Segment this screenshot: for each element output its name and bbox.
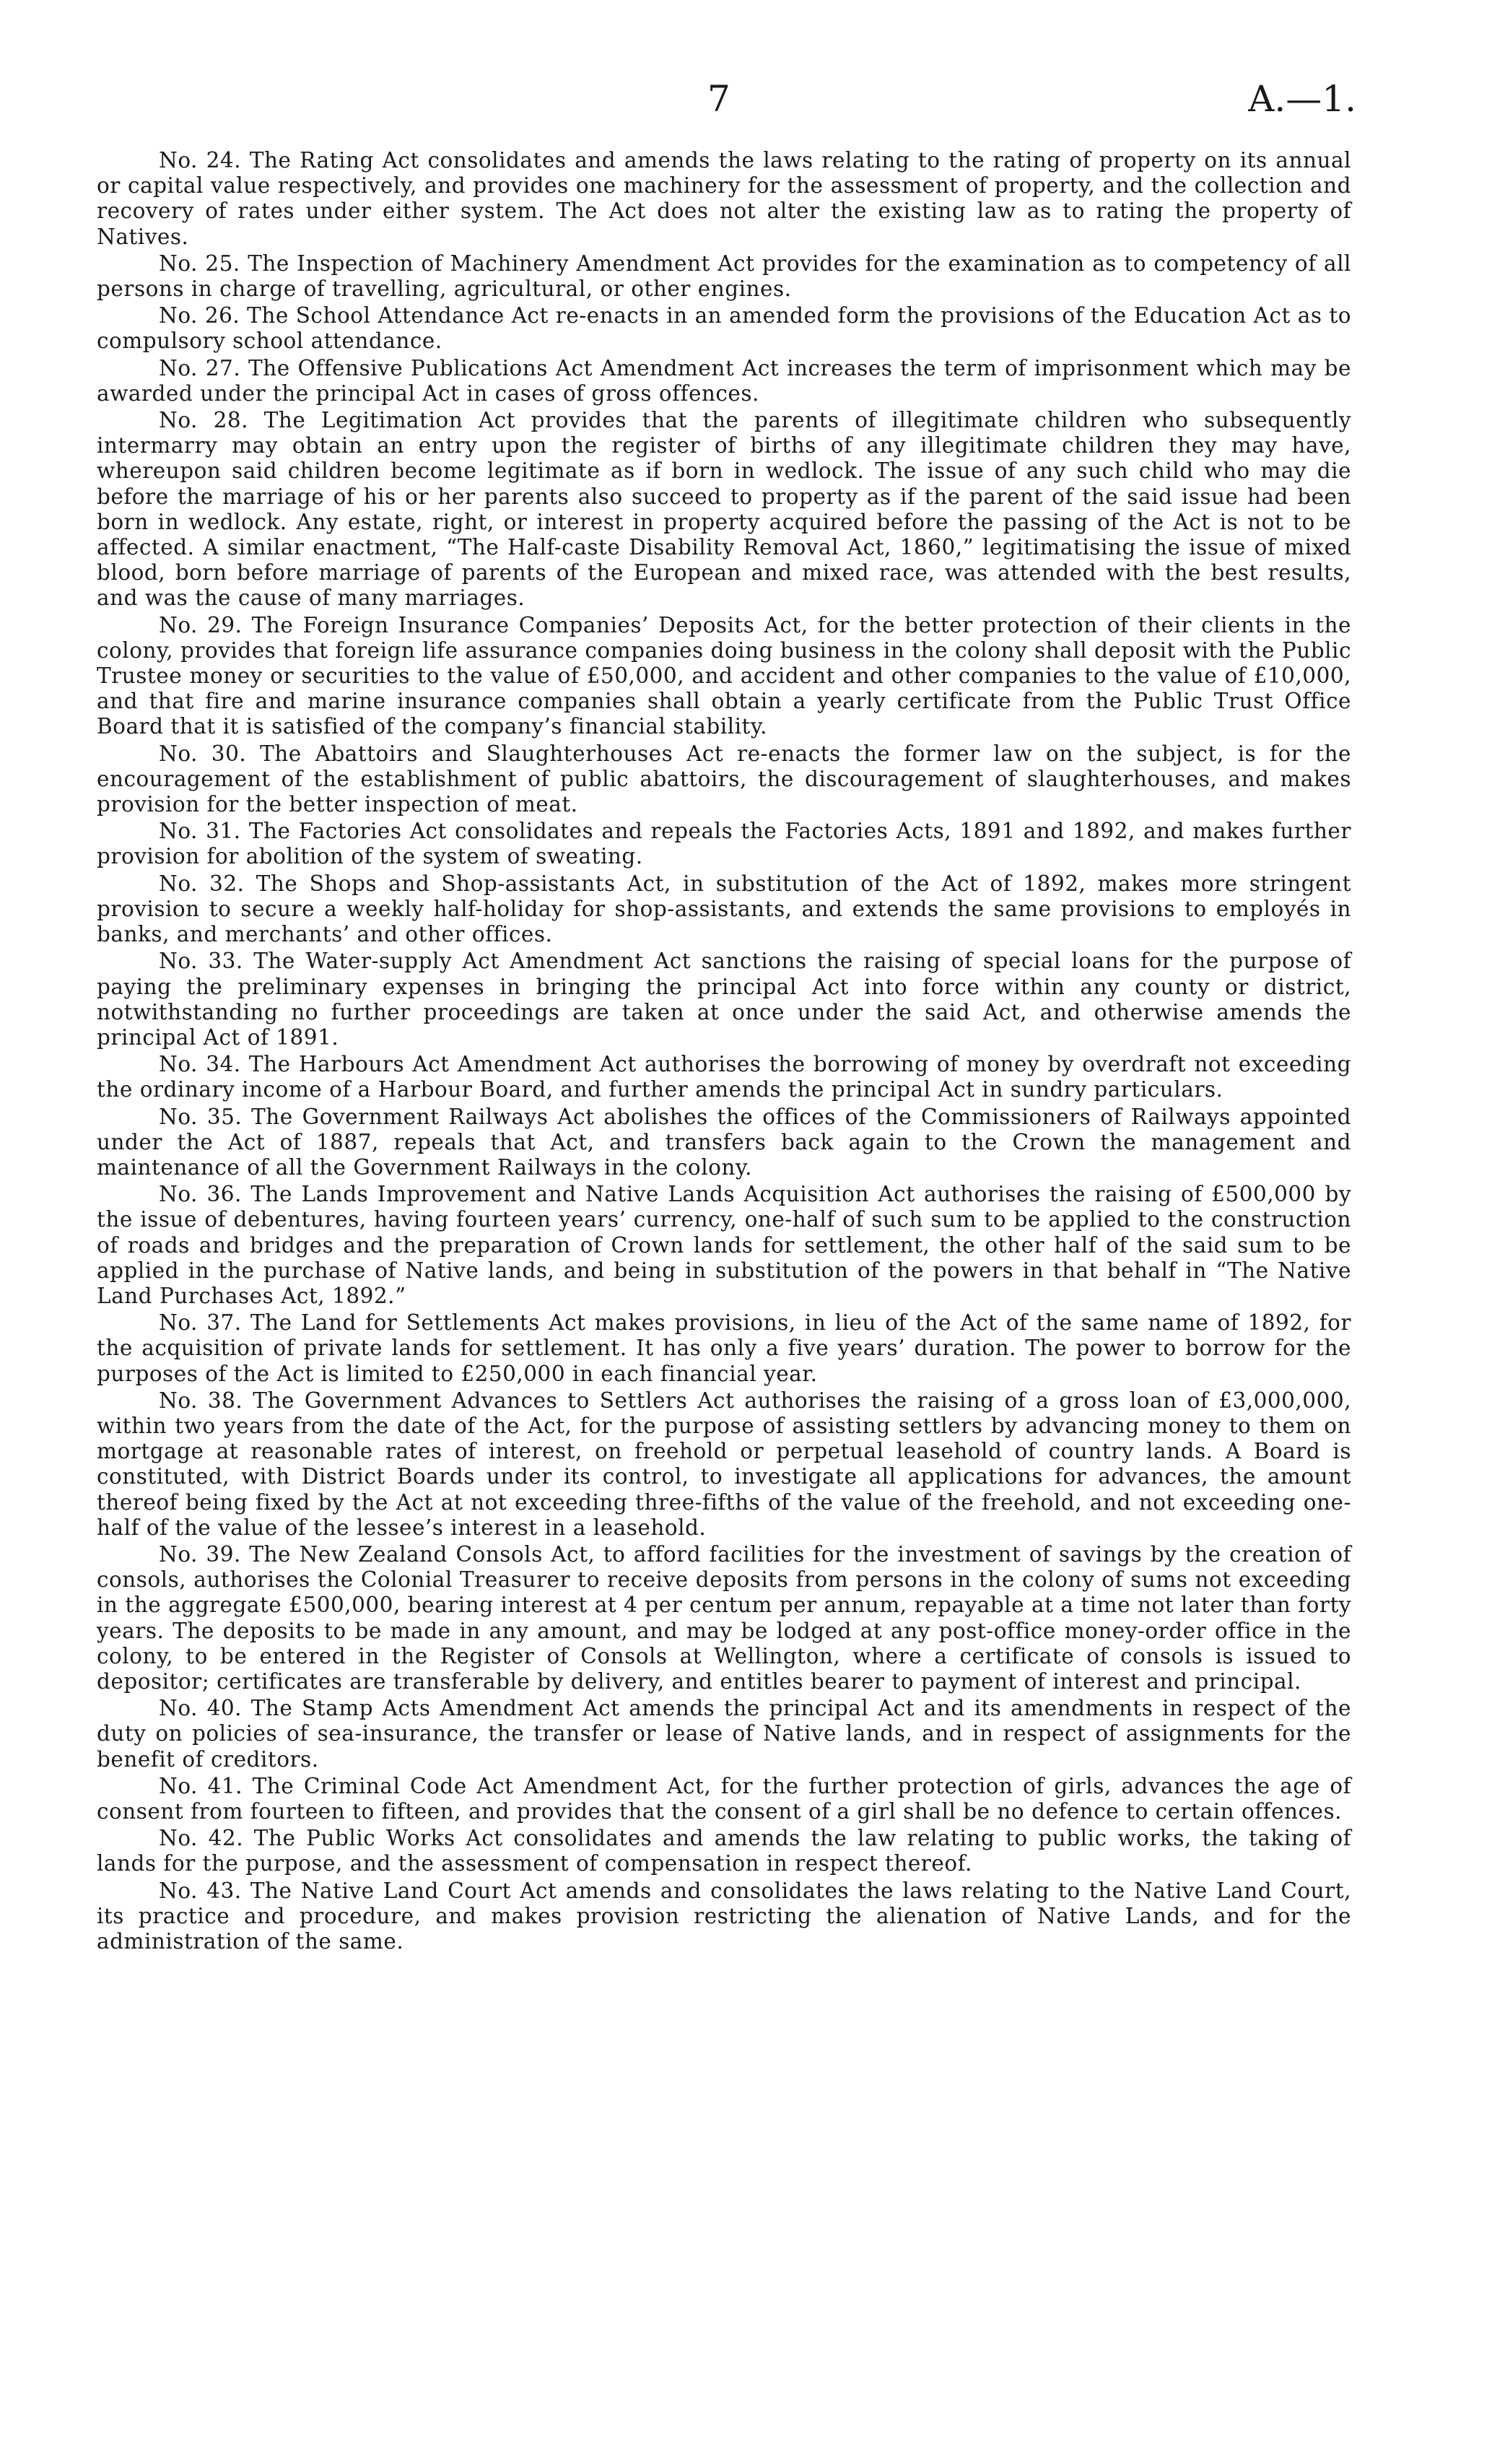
- paragraph-act-27: No. 27. The Offensive Publications Act Amendment Act increases the term of imprisonment which may be awarded under the principal Act in cases of gross offences.: [97, 355, 1351, 406]
- paragraph-act-37: No. 37. The Land for Settlements Act makes provisions, in lieu of the Act of the same name of 1892, for the acquisition of private lands for settlement. It has only a five years’ duration. The power to borrow for the purposes of the Act is limited to £250,000 in each financial year.: [97, 1310, 1351, 1386]
- document-body: [97, 148, 1351, 1956]
- paragraph-act-39: No. 39. The New Zealand Consols Act, to afford facilities for the investment of savings by the creation of consols, authorises the Colonial Treasurer to receive deposits from persons in the colony of sums not exceeding in the aggregate £500,000, bearing interest at 4 per centum per annum, repayable at a time not later than forty years. The deposits to be made in any amount, and may be lodged at any post-office money-order office in the colony, to be entered in the Register of Consols at Wellington, where a certificate of consols is issued to depositor; certificates are transferable by delivery, and entitles bearer to payment of interest and principal.: [97, 1541, 1351, 1694]
- paragraph-act-32: No. 32. The Shops and Shop-assistants Act, in substitution of the Act of 1892, makes more stringent provision to secure a weekly half-holiday for shop-assistants, and extends the same provisions to employés in banks, and merchants’ and other offices.: [97, 871, 1351, 947]
- paragraph-act-38: No. 38. The Government Advances to Settlers Act authorises the raising of a gross loan of £3,000,000, within two years from the date of the Act, for the purpose of assisting settlers by advancing money to them on mortgage at reasonable rates of interest, on freehold or perpetual leasehold of country lands. A Board is constituted, with District Boards under its control, to investigate all applications for advances, the amount thereof being fixed by the Act at not exceeding three-fifths of the value of the freehold, and not exceeding one-half of the value of the lessee’s interest in a leasehold.: [97, 1388, 1351, 1540]
- page-number: 7: [707, 78, 730, 120]
- paragraph-act-34: No. 34. The Harbours Act Amendment Act authorises the borrowing of money by overdraft not exceeding the ordinary income of a Harbour Board, and further amends the principal Act in sundry particulars.: [97, 1052, 1351, 1102]
- paragraph-act-28: No. 28. The Legitimation Act provides that the parents of illegitimate children who subsequently intermarry may obtain an entry upon the register of births of any illegitimate children they may have, whereupon said children become legitimate as if born in wedlock. The issue of any such child who may die before the marriage of his or her parents also succeed to property as if the parent of the said issue had been born in wedlock. Any estate, right, or interest in property acquired before the passing of the Act is not to be affected. A similar enactment, “The Half-caste Disability Removal Act, 1860,” legitimatising the issue of mixed blood, born before marriage of parents of the European and mixed race, was attended with the best results, and was the cause of many marriages.: [97, 408, 1351, 611]
- paragraph-act-25: No. 25. The Inspection of Machinery Amendment Act provides for the examination as to competency of all persons in charge of travelling, agricultural, or other engines.: [97, 251, 1351, 302]
- paragraph-act-24: No. 24. The Rating Act consolidates and amends the laws relating to the rating of property on its annual or capital value respectively, and provides one machinery for the assessment of property, and the collection and recovery of rates under either system. The Act does not alter the existing law as to rating the property of Natives.: [97, 148, 1351, 249]
- paragraph-act-43: No. 43. The Native Land Court Act amends and consolidates the laws relating to the Native Land Court, its practice and procedure, and makes provision restricting the alienation of Native Lands, and for the administration of the same.: [97, 1878, 1351, 1954]
- paragraph-act-41: No. 41. The Criminal Code Act Amendment Act, for the further protection of girls, advances the age of consent from fourteen to fifteen, and provides that the consent of a girl shall be no defence to certain offences.: [97, 1773, 1351, 1824]
- paragraph-act-33: No. 33. The Water-supply Act Amendment Act sanctions the raising of special loans for the purpose of paying the preliminary expenses in bringing the principal Act into force within any county or district, notwithstanding no further proceedings are taken at once under the said Act, and otherwise amends the principal Act of 1891.: [97, 949, 1351, 1050]
- paragraph-act-42: No. 42. The Public Works Act consolidates and amends the law relating to public works, the taking of lands for the purpose, and the assessment of compensation in respect thereof.: [97, 1826, 1351, 1876]
- paragraph-act-30: No. 30. The Abattoirs and Slaughterhouses Act re-enacts the former law on the subject, is for the encouragement of the establishment of public abattoirs, the discouragement of slaughterhouses, and makes provision for the better inspection of meat.: [97, 741, 1351, 817]
- paragraph-act-40: No. 40. The Stamp Acts Amendment Act amends the principal Act and its amendments in respect of the duty on policies of sea-insurance, the transfer or lease of Native lands, and in respect of assignments for the benefit of creditors.: [97, 1696, 1351, 1772]
- paragraph-act-26: No. 26. The School Attendance Act re-enacts in an amended form the provisions of the Education Act as to compulsory school attendance.: [97, 303, 1351, 354]
- paragraph-act-36: No. 36. The Lands Improvement and Native Lands Acquisition Act authorises the raising of £500,000 by the issue of debentures, having fourteen years’ currency, one-half of such sum to be applied to the construction of roads and bridges and the preparation of Crown lands for settlement, the other half of the said sum to be applied in the purchase of Native lands, and being in substitution of the powers in that behalf in “The Native Land Purchases Act, 1892.”: [97, 1182, 1351, 1308]
- document-reference: A.—1.: [1248, 78, 1356, 120]
- paragraph-act-31: No. 31. The Factories Act consolidates and repeals the Factories Acts, 1891 and 1892, and makes further provision for abolition of the system of sweating.: [97, 819, 1351, 869]
- paragraph-act-29: No. 29. The Foreign Insurance Companies’ Deposits Act, for the better protection of their clients in the colony, provides that foreign life assurance companies doing business in the colony shall deposit with the Public Trustee money or securities to the value of £50,000, and accident and other companies to the value of £10,000, and that fire and marine insurance companies shall obtain a yearly certificate from the Public Trust Office Board that it is satisfied of the company’s financial stability.: [97, 612, 1351, 739]
- paragraph-act-35: No. 35. The Government Railways Act abolishes the offices of the Commissioners of Railways appointed under the Act of 1887, repeals that Act, and transfers back again to the Crown the management and maintenance of all the Government Railways in the colony.: [97, 1104, 1351, 1180]
